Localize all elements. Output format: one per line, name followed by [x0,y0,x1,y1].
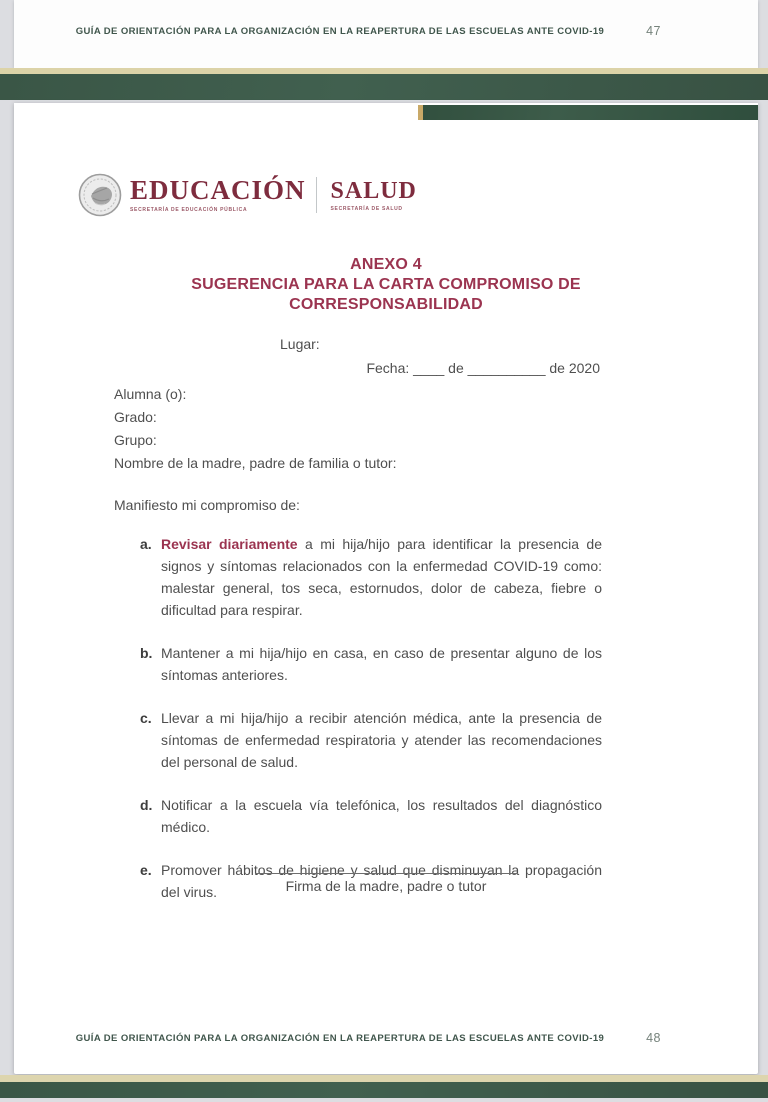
document-title [14,255,758,315]
signature-block [14,873,758,894]
item-body: a mi hija/hijo para identificar la presencia de signos y síntomas relacionados con la enfermedad COVID-19 como: malestar general, tos seca, estornudos, dolor de cabeza, fiebre o dificultad para respirar. [161,536,602,618]
annex-number: ANEXO 4 [350,256,422,273]
document-page [14,103,758,1074]
page-number: 48 [646,1031,661,1045]
previous-page-footer [14,26,758,37]
corner-decoration [418,105,758,120]
guide-title-text: GUÍA DE ORIENTACIÓN PARA LA ORGANIZACIÓN EN LA REAPERTURA DE LAS ESCUELAS ANTE COVID-19 [75,1033,605,1044]
educacion-wordmark: EDUCACIÓN [130,175,306,205]
item-text: Mantener a mi hija/hijo en casa, en caso de presentar alguno de los síntomas anteriores. [161,645,602,683]
list-item-a [140,533,602,621]
item-marker: c. [140,710,152,726]
item-marker: d. [140,797,153,813]
field-grupo: Grupo: [114,432,157,448]
logo-educacion [130,177,306,213]
bottom-separator-band [0,1075,768,1098]
document-page-footer [14,1033,758,1044]
list-item-d [140,794,602,838]
green-band [0,74,768,100]
list-item-c [140,707,602,773]
green-band [0,1082,768,1098]
field-grado: Grado: [114,409,157,425]
item-text [161,533,602,621]
item-text: Promover hábitos de higiene y salud que disminuyan la propagación del virus. [161,862,602,900]
previous-page-strip [14,0,758,68]
signature-label: Firma de la madre, padre o tutor [285,878,487,894]
tan-rule [0,1075,768,1082]
list-item-b [140,642,602,686]
page-separator-band [0,68,768,100]
item-marker: a. [140,536,152,552]
place-date-block [114,336,600,376]
item-text: Notificar a la escuela vía telefónica, los resultados del diagnóstico médico. [161,797,602,835]
signature-line [255,873,518,874]
salud-subtitle: SECRETARÍA DE SALUD [330,205,403,212]
guide-title-text: GUÍA DE ORIENTACIÓN PARA LA ORGANIZACIÓN EN LA REAPERTURA DE LAS ESCUELAS ANTE COVID-19 [75,26,605,37]
item-highlight: Revisar diariamente [161,536,298,552]
logo-header [78,173,417,217]
field-nombre-tutor: Nombre de la madre, padre de familia o tutor: [114,455,397,471]
annex-title: SUGERENCIA PARA LA CARTA COMPROMISO DE CORRESPONSABILIDAD [191,276,581,313]
item-text: Llevar a mi hija/hijo a recibir atención médica, ante la presencia de síntomas de enfermedad respiratoria y atender las recomendaciones del personal de salud. [161,710,602,770]
commitment-intro: Manifiesto mi compromiso de: [114,497,300,513]
place-field: Lugar: [280,336,320,352]
page-number: 47 [646,24,661,38]
field-alumna: Alumna (o): [114,386,187,402]
commitments-list [140,533,602,924]
mexican-national-seal-icon [78,173,122,217]
corner-green-bar [423,105,758,120]
salud-wordmark: SALUD [330,177,417,204]
student-fields [114,383,638,475]
logo-divider [316,177,317,213]
item-marker: b. [140,645,153,661]
date-field: Fecha: ____ de __________ de 2020 [366,360,600,376]
educacion-subtitle: SECRETARÍA DE EDUCACIÓN PÚBLICA [130,207,248,213]
item-marker: e. [140,862,152,878]
logo-salud [331,179,417,212]
